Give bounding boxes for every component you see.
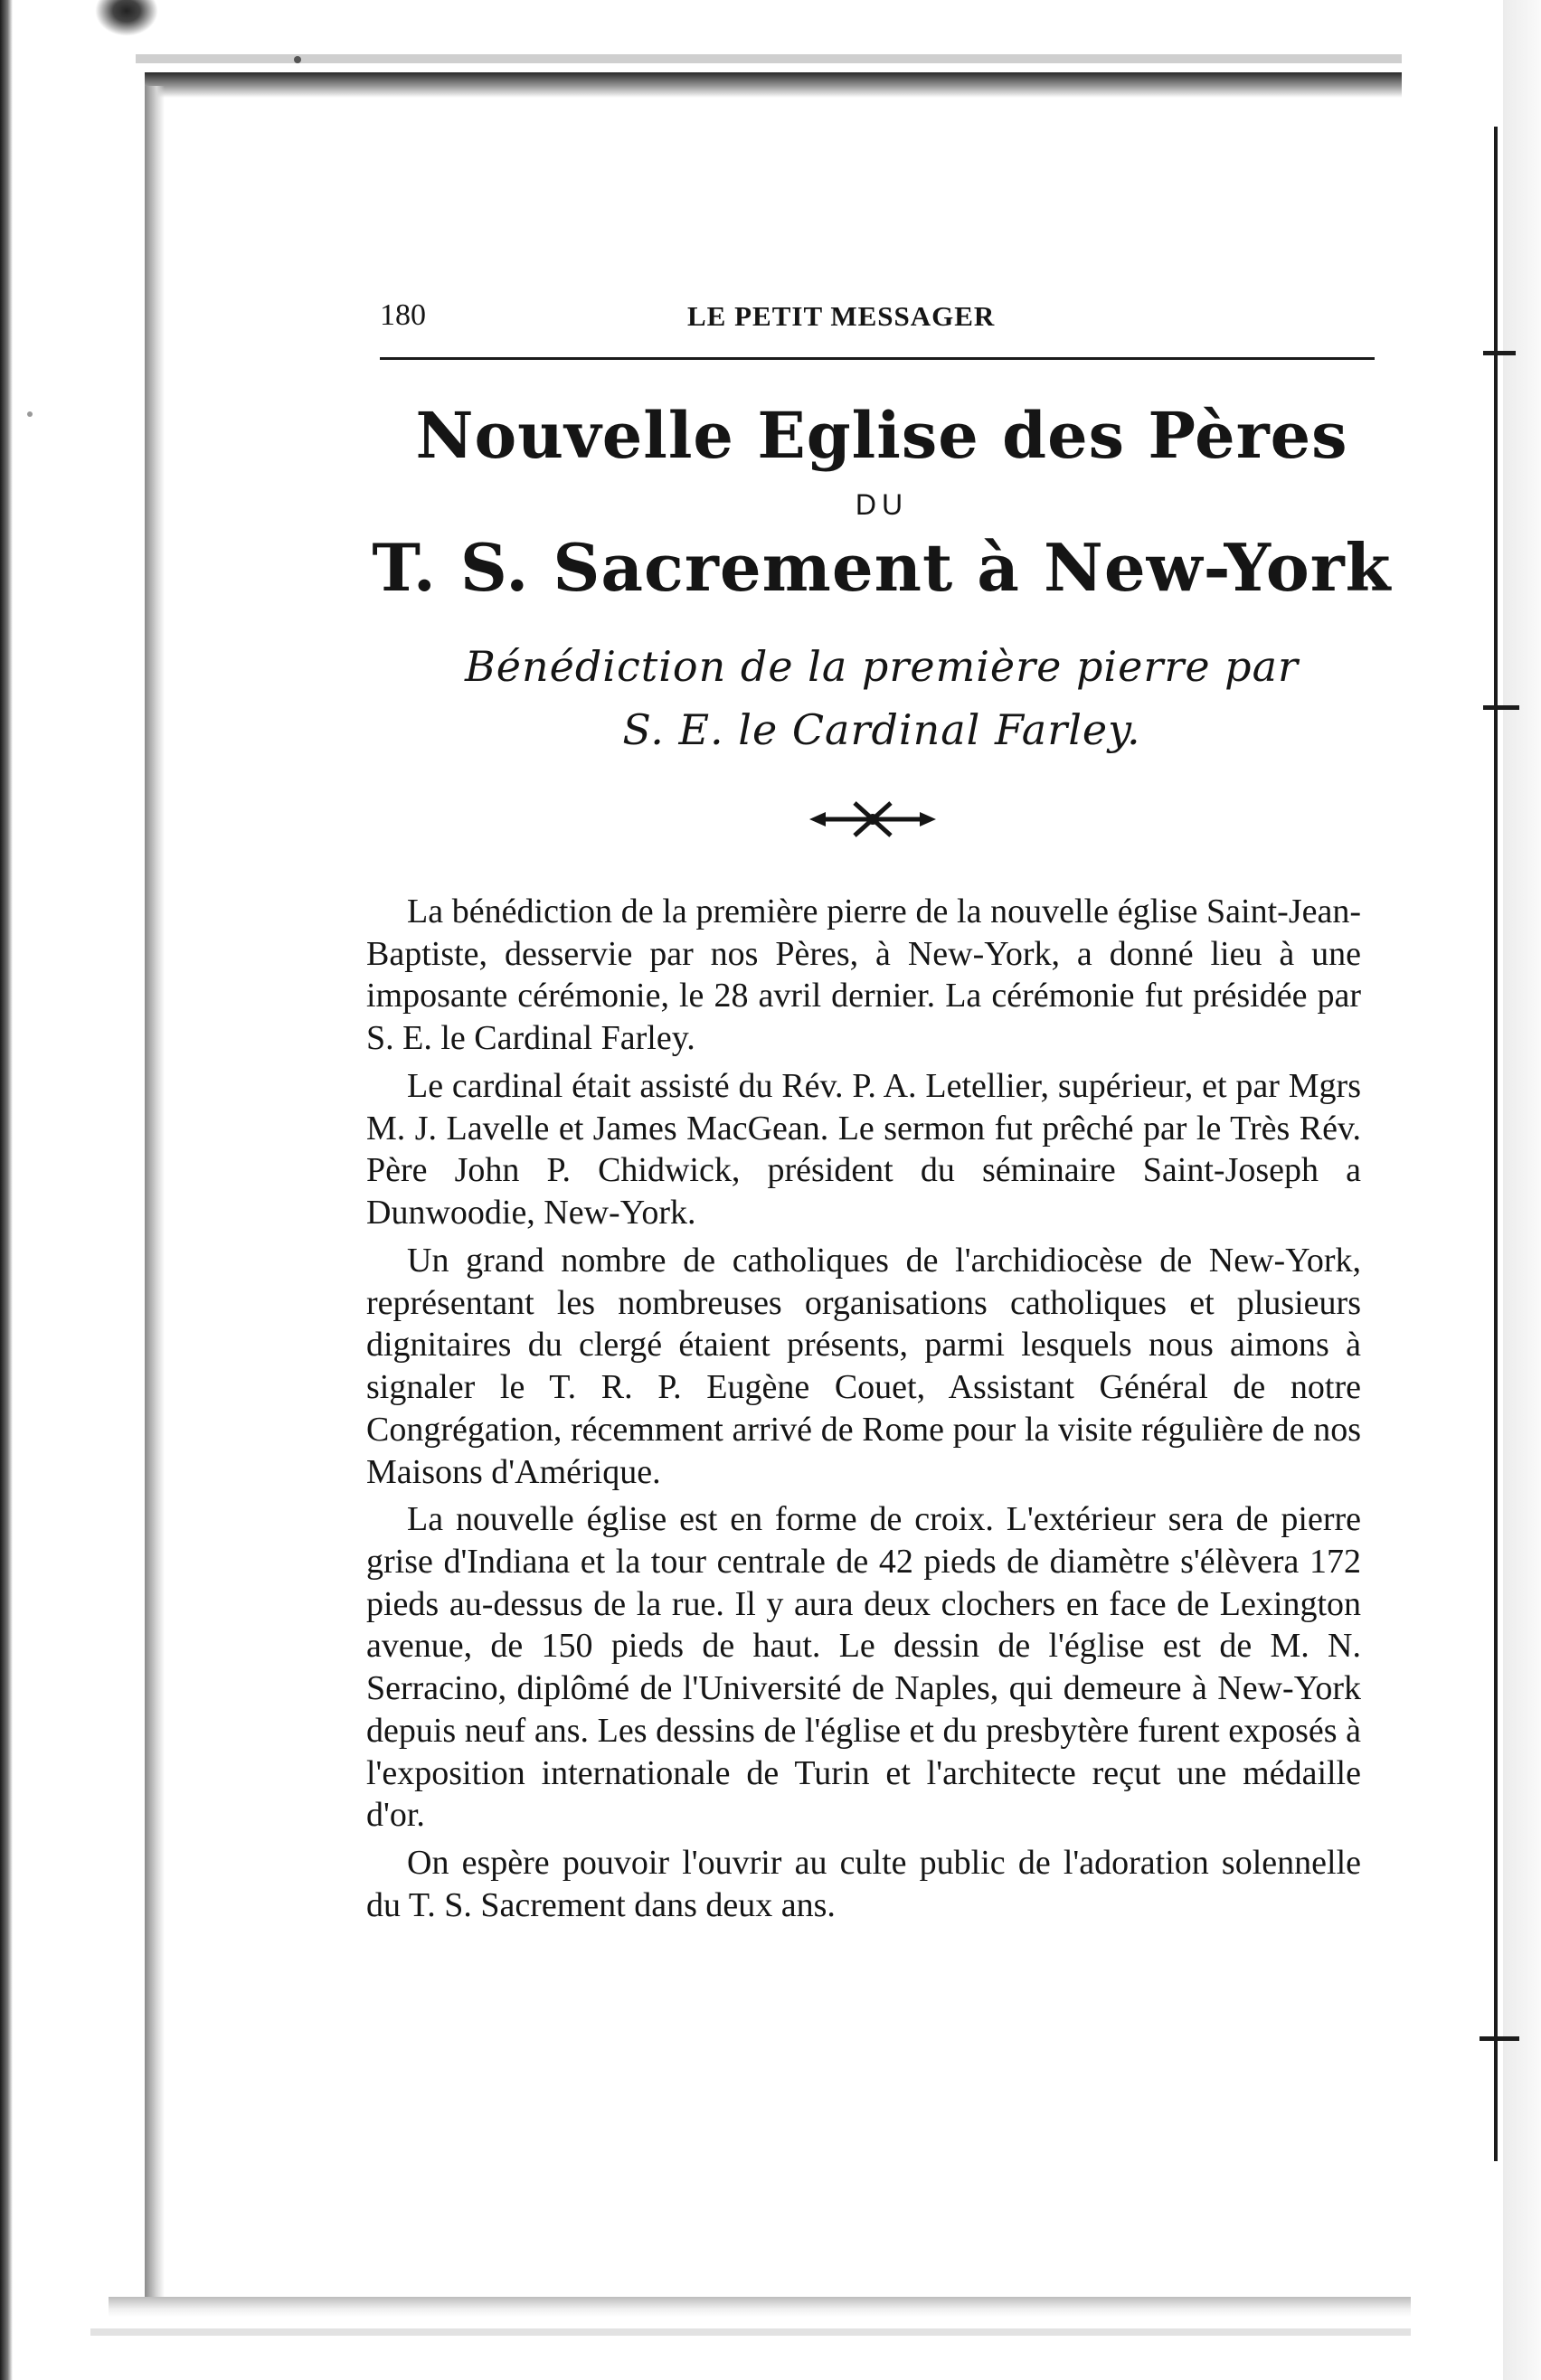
paragraph-1: La bénédiction de la première pierre de la nouvelle église Saint-Jean-Baptiste, desservie par nos Pères, à New-York, a donné lieu à une imposante cérémonie, le 28 avril dernier. La cérémonie fut présidée par S. E. le Cardinal Farley. [366, 892, 1361, 1058]
page-number: 180 [380, 298, 426, 332]
fleuron-ornament-icon [809, 796, 936, 843]
page-shadow-bottom [109, 2297, 1411, 2317]
paragraph-5: On espère pouvoir l'ouvrir au culte public de l'adoration solennelle du T. S. Sacrement dans deux ans. [366, 1844, 1361, 1924]
page-shadow-top [145, 72, 1402, 98]
scan-mark [95, 0, 158, 36]
paragraph-4: La nouvelle église est en forme de croix. L'extérieur sera de pierre grise d'Indiana et la tour centrale de 42 pieds de diamètre s'élèvera 172 pieds au-dessus de la rue. Il y aura deux clochers en face de Lexington avenue, de 150 pieds de haut. Le dessin de l'église est de M. N. Serracino, diplômé de l'Université de Naples, qui demeure à New-York depuis neuf ans. Les dessins de l'église et du presbytère furent exposés à l'exposition internationale de Turin et l'architecte reçut une médaille d'or. [366, 1500, 1361, 1835]
binding-line [1494, 127, 1498, 2161]
scan-dot [294, 56, 301, 63]
scan-dot [27, 411, 33, 417]
header-rule [380, 357, 1375, 360]
paragraph-2: Le cardinal était assisté du Rév. P. A. Letellier, supérieur, et par Mgrs M. J. Lavelle et James MacGean. Le sermon fut prêché par le Très Rév. Père John P. Chidwick, président du séminaire Saint-Joseph a Dunwoodie, New-York. [366, 1066, 1361, 1232]
article-title-line-3: T. S. Sacrement à New-York [372, 529, 1392, 606]
article-subtitle-line-1: Bénédiction de la première pierre par [464, 642, 1300, 691]
article-title-line-2: DU [855, 488, 909, 521]
binding-tick [1483, 705, 1519, 710]
journal-title: LE PETIT MESSAGER [687, 300, 996, 332]
article-subtitle-line-2: S. E. le Cardinal Farley. [622, 705, 1141, 754]
paragraph-3: Un grand nombre de catholiques de l'archidiocèse de New-York, représentant les nombreuses organisations catholiques et plusieurs dignitaires du clergé étaient présents, parmi lesquels nous aimons à signaler le T. R. P. Eugène Couet, Assistant Général de notre Congrégation, récemment arrivé de Rome pour la visite régulière de nos Maisons d'Amérique. [366, 1241, 1361, 1491]
running-head [380, 298, 1375, 353]
article-body [366, 891, 1361, 1932]
article-title-line-1: Nouvelle Eglise des Pères [415, 398, 1348, 473]
binding-tick [1480, 2036, 1519, 2041]
scan-edge-left [0, 0, 13, 2380]
binding-strip [1503, 0, 1541, 2380]
page-shadow-left [145, 86, 165, 2297]
page-edge-top [136, 54, 1402, 63]
binding-tick [1483, 351, 1516, 355]
page-edge-bottom [90, 2328, 1411, 2336]
